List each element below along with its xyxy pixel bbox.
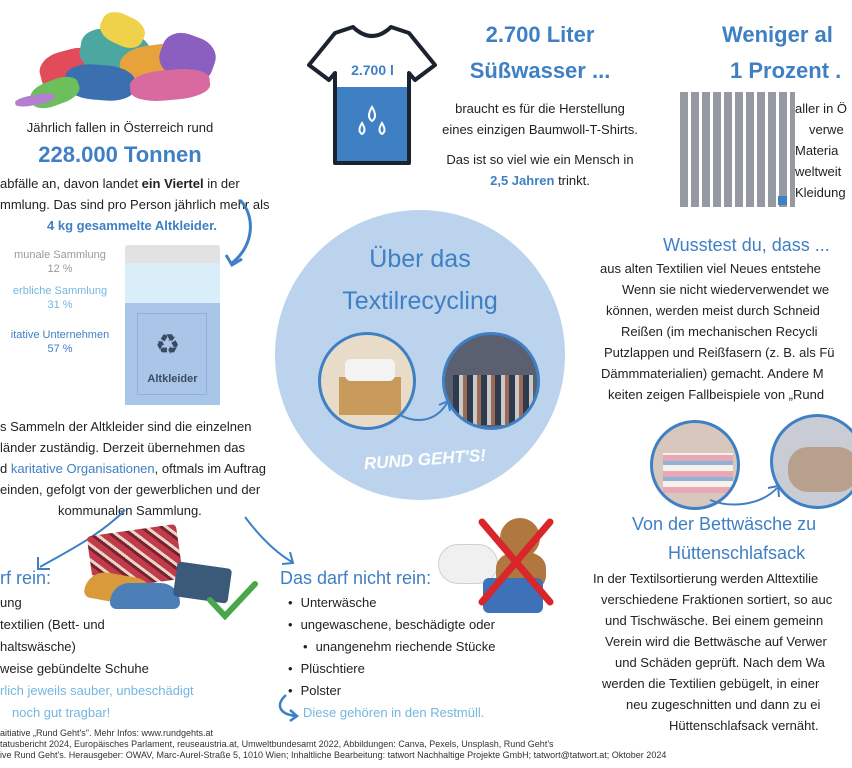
water-line-4 <box>420 170 660 191</box>
water-line-4-post: trinkt. <box>554 173 590 188</box>
bettwaesche-line: Verein wird die Bettwäsche auf Verwer <box>605 634 827 649</box>
wusstest-line: keiten zeigen Fallbeispiele von „Rund <box>608 387 825 402</box>
zustaendigkeit-line-3-post: , oftmals im Auftrag <box>154 461 266 476</box>
nicht-rein-item: • ungewaschene, beschädigte oder <box>288 614 496 636</box>
center-title-1: Über das <box>369 245 471 273</box>
viertel-text-pre: abfälle an, davon landet <box>0 176 142 191</box>
nicht-rein-item: • Unterwäsche <box>288 592 496 614</box>
sammlung-gewerblich-pct: 31 % <box>47 299 73 311</box>
footer-line-1: aitiative „Rund Geht's". Mehr Infos: www.rundgehts.at <box>0 728 214 738</box>
cycle-arrow-icon <box>395 385 455 425</box>
altkleider-highlight: 4 kg gesammelte Altkleider. <box>47 218 218 233</box>
wusstest-line: Reißen (im mechanischen Recycli <box>621 324 818 339</box>
nicht-rein-item: • Plüschtiere <box>288 658 496 680</box>
wusstest-title: Wusstest du, dass ... <box>663 235 830 255</box>
tonnen-headline: 228.000 Tonnen <box>38 142 202 167</box>
rund-gehts-tag: RUND GEHT'S! <box>363 445 487 474</box>
viertel-text-post: in der <box>203 176 240 191</box>
water-title-2: Süßwasser ... <box>469 58 611 83</box>
sammlung-karitativ-label: itative Unternehmen <box>10 329 110 341</box>
wusstest-line: Dämmmaterialien) gemacht. Andere M <box>601 366 824 381</box>
nicht-rein-item: • unangenehm riechende Stücke <box>288 636 496 658</box>
prozent-title-2: 1 Prozent . <box>730 58 842 83</box>
zustaendigkeit-line-3-pre: d <box>0 461 11 476</box>
tshirt-grid-icon <box>680 92 795 207</box>
center-title-2: Textilrecycling <box>342 287 498 315</box>
wusstest-line: aus alten Textilien viel Neues entstehe <box>600 261 821 276</box>
prozent-line: aller in Ö <box>795 101 848 116</box>
nicht-rein-title: Das darf nicht rein: <box>280 568 432 588</box>
zustaendigkeit-line-2: länder zuständig. Derzeit übernehmen das <box>0 440 245 455</box>
footer-line-3: ive Rund Geht's. Herausgeber: OWAV, Marc-Aurel-Straße 5, 1010 Wien; Inhaltliche Bearbeitung: tatwort Nachhaltige Projekte GmbH; tatwort@tatwort.at; Oktober 2024 <box>0 750 667 760</box>
bettwaesche-line: und Tischwäsche. Bei einem gemeinn <box>605 613 824 628</box>
restmuell-note: Diese gehören in den Restmüll. <box>303 705 485 720</box>
clothing-pile-illustration <box>10 10 225 110</box>
bin-label: Altkleider <box>147 373 198 385</box>
viertel-text-bold: ein Viertel <box>141 176 204 191</box>
arrow-down-icon <box>220 195 260 275</box>
water-title-1: 2.700 Liter <box>485 22 595 47</box>
bettwaesche-title-2: Hüttenschlafsack <box>668 543 806 563</box>
bettwaesche-line: neu zugeschnitten und dann zu ei <box>626 697 821 712</box>
darf-rein-note-1: rlich jeweils sauber, unbeschädigt <box>0 683 194 698</box>
prozent-title-1: Weniger al <box>722 22 833 47</box>
karitative-link[interactable]: karitative Organisationen <box>10 461 155 476</box>
zustaendigkeit-line-1: s Sammeln der Altkleider sind die einzelnen <box>0 419 252 434</box>
darf-rein-note-2: noch gut tragbar! <box>12 705 111 720</box>
sammlung-gewerblich-label: erbliche Sammlung <box>12 285 108 297</box>
recycle-icon: ♻ <box>155 329 181 360</box>
darf-rein-item: textilien (Bett- und <box>0 617 105 632</box>
zustaendigkeit-line-3 <box>0 458 310 479</box>
prozent-line: verwe <box>809 122 844 137</box>
bettwaesche-line: In der Textilsortierung werden Alttextilie <box>593 571 819 586</box>
arrow-right-icon <box>705 470 785 510</box>
water-line-1: braucht es für die Herstellung <box>455 101 625 116</box>
bettwaesche-line: werden die Textilien gebügelt, in einer <box>602 676 820 691</box>
sammlung-legend <box>0 248 120 356</box>
footer-line-2: tatusbericht 2024, Europäisches Parlament, reuseaustria.at, Umweltbundesamt 2022, Abbildungen: Canva, Pexels, Unsplash, Rund Geht's <box>0 739 554 749</box>
per-person-text: mmlung. Das sind pro Person jährlich mehr als <box>0 197 270 212</box>
footer <box>0 728 852 761</box>
prozent-line: weltweit <box>795 164 842 179</box>
zustaendigkeit-line-5: kommunalen Sammlung. <box>58 503 202 518</box>
darf-rein-item: weise gebündelte Schuhe <box>0 661 149 676</box>
water-line-2: eines einzigen Baumwoll-T-Shirts. <box>442 122 638 137</box>
intro-text: Jährlich fallen in Österreich rund <box>26 120 214 135</box>
bettwaesche-title-1: Von der Bettwäsche zu <box>632 514 817 534</box>
arrow-curve-icon <box>276 692 302 722</box>
prozent-text <box>795 98 847 203</box>
nicht-rein-list <box>288 592 496 702</box>
tshirt-label: 2.700 l <box>351 62 394 78</box>
bettwaesche-line: verschiedene Fraktionen sortiert, so auc <box>601 592 833 607</box>
wusstest-line: können, werden meist durch Schneid <box>606 303 820 318</box>
sammlung-kommunal-label: munale Sammlung <box>14 249 106 261</box>
water-line-3: Das ist so viel wie ein Mensch in <box>446 152 634 167</box>
wusstest-text <box>600 258 852 405</box>
checkmark-icon <box>205 578 260 623</box>
darf-rein-title: rf rein: <box>0 568 52 588</box>
water-years: 2,5 Jahren <box>490 173 555 188</box>
prozent-line: Materia <box>795 143 839 158</box>
bettwaesche-line: und Schäden geprüft. Nach dem Wa <box>615 655 825 670</box>
bettwaesche-line: Hüttenschlafsack vernäht. <box>669 718 819 733</box>
darf-rein-list <box>0 592 149 680</box>
prozent-line: Kleidung <box>795 185 846 200</box>
wusstest-line: Putzlappen und Reißfasern (z. B. als Fü <box>604 345 835 360</box>
viertel-text <box>0 173 300 194</box>
sammlung-kommunal-pct: 12 % <box>47 263 73 275</box>
darf-rein-item: haltswäsche) <box>0 639 76 654</box>
zustaendigkeit-line-4: einden, gefolgt von der gewerblichen und der <box>0 482 261 497</box>
one-percent-marker <box>778 196 787 205</box>
wusstest-line: Wenn sie nicht wiederverwendet we <box>622 282 830 297</box>
nicht-rein-item: • Polster <box>288 680 496 702</box>
darf-rein-item: ung <box>0 595 22 610</box>
altkleider-bin <box>125 245 220 405</box>
clothing-rack-photo <box>442 332 540 430</box>
bettwaesche-text <box>593 568 852 736</box>
sammlung-karitativ-pct: 57 % <box>47 343 73 355</box>
